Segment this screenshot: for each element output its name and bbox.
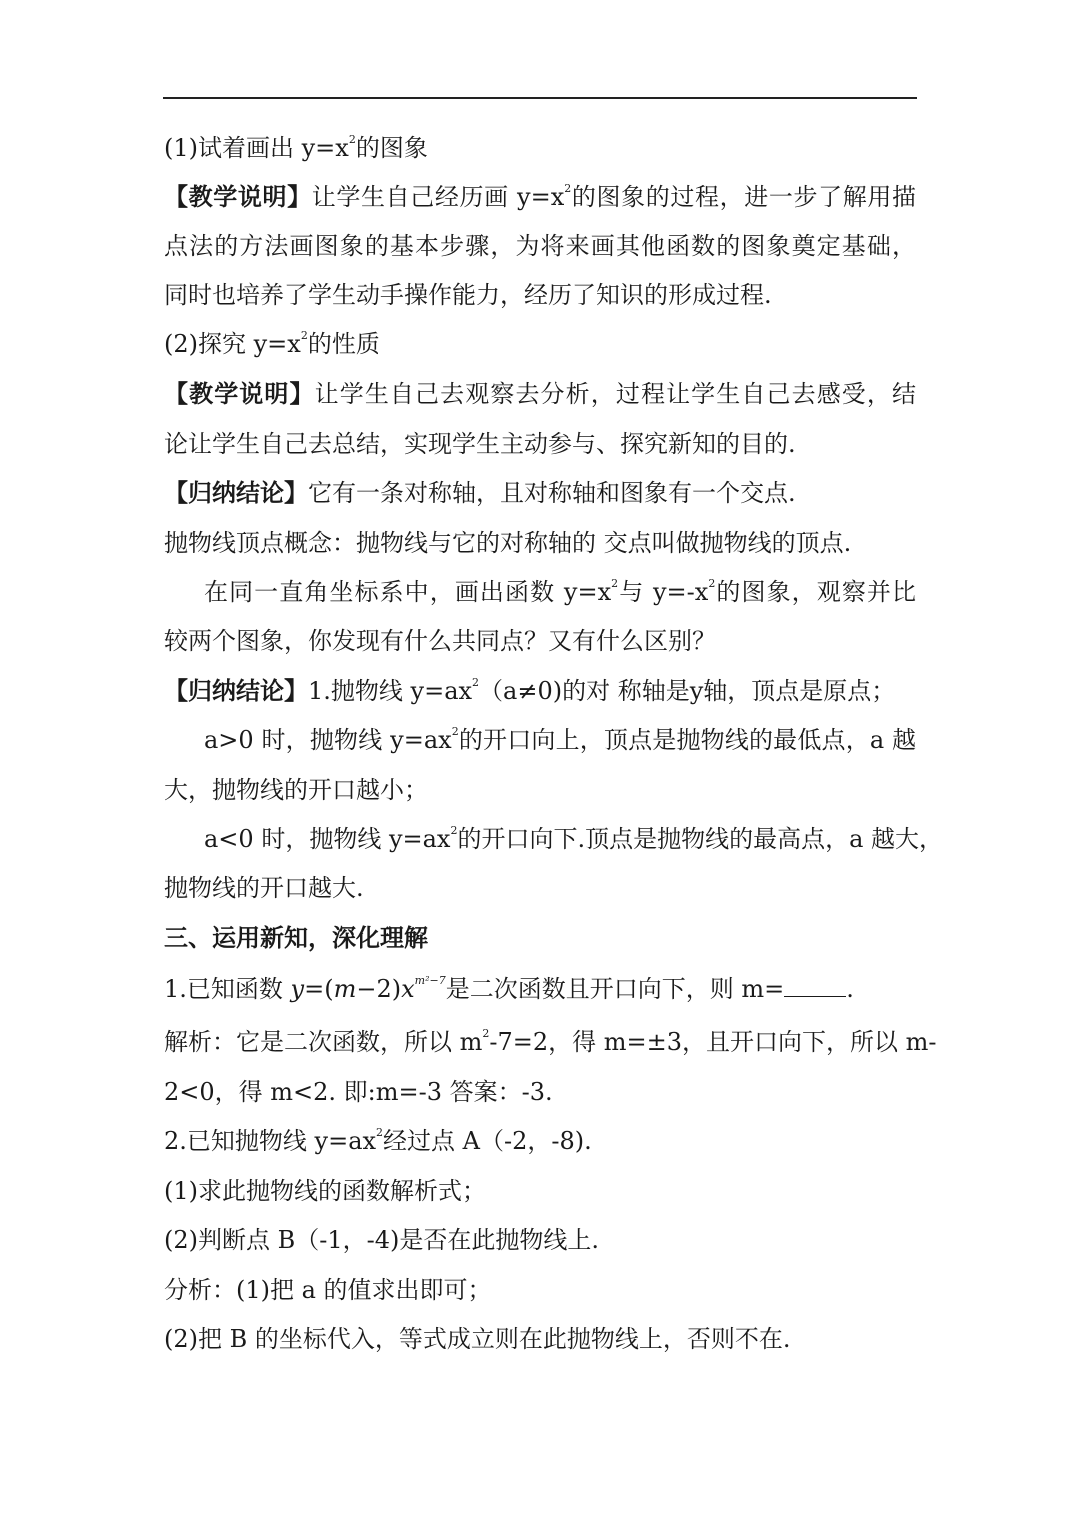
- text-line: [204, 823, 944, 855]
- text-run: 抛物线的开口越大.: [164, 874, 364, 902]
- text-line: [164, 132, 428, 164]
- text-run: 的图象: [355, 134, 428, 162]
- math-variable: y: [290, 975, 305, 1003]
- section-tag: 【教学说明】: [164, 182, 312, 211]
- text-run: 抛物线顶点概念：抛物线与它的对称轴的 交点叫做抛物线的顶点.: [164, 529, 852, 557]
- math-variable: x: [401, 975, 415, 1003]
- superscript: 2: [564, 182, 572, 195]
- text-line: [204, 724, 916, 756]
- text-run: (2)判断点 B（-1，-4)是否在此抛物线上.: [164, 1226, 600, 1254]
- text-line: [204, 576, 916, 608]
- text-line: [164, 527, 851, 559]
- text-run: 1.已知函数: [164, 975, 291, 1003]
- text-run: a>0 时，抛物线 y=ax: [204, 726, 452, 754]
- text-line: [164, 625, 716, 657]
- text-line: [164, 1076, 553, 1108]
- superscript: 2: [300, 329, 308, 342]
- text-run: 同时也培养了学生动手操作能力，经历了知识的形成过程.: [164, 281, 772, 309]
- text-line: [164, 279, 772, 311]
- text-run: 解析：它是二次函数，所以 m: [164, 1028, 483, 1056]
- text-run: 的图象，观察并比: [715, 578, 916, 606]
- section-tag: 【归纳结论】: [164, 478, 308, 507]
- text-line: [164, 1323, 791, 1355]
- text-line: [164, 872, 364, 904]
- text-run: (2)探究 y=x: [164, 330, 301, 358]
- section-heading: [164, 922, 428, 954]
- text-run: 2<0，得 m<2. 即:m=-3 答案：-3.: [164, 1078, 553, 1106]
- answer-blank: [784, 976, 846, 997]
- text-run: 与 y=-x: [618, 578, 709, 606]
- text-run: 三、运用新知，深化理解: [164, 923, 428, 952]
- superscript: 2: [376, 1126, 384, 1139]
- text-run: -7=2，得 m=±3，且开口向下，所以 m-: [489, 1028, 937, 1056]
- text-run: a<0 时，抛物线 y=ax: [204, 825, 451, 853]
- text-run: 的开口向上，顶点是抛物线的最低点，a 越: [458, 726, 916, 754]
- superscript: 2: [708, 577, 716, 590]
- text-run: 让学生自己经历画 y=x: [311, 183, 565, 211]
- section-tag: 【教学说明】: [164, 379, 315, 408]
- text-run: 点法的方法画图象的基本步骤，为将来画其他函数的图象奠定基础，: [164, 232, 916, 260]
- text-run: 论让学生自己去总结，实现学生主动参与、探究新知的目的.: [164, 430, 796, 458]
- text-run: 较两个图象，你发现有什么共同点？又有什么区别？: [164, 627, 716, 655]
- text-run: (1)试着画出 y=x: [164, 134, 349, 162]
- text-run: （a≠0)的对 称轴是y轴，顶点是原点；: [479, 677, 896, 705]
- text-line: [164, 1125, 592, 1157]
- text-line: [164, 1175, 486, 1207]
- math-variable: m: [333, 975, 357, 1003]
- superscript: 2: [482, 1027, 490, 1040]
- text-run: 它有一条对称轴，且对称轴和图象有一个交点.: [308, 479, 796, 507]
- text-line: [164, 774, 428, 806]
- text-run: 的性质: [307, 330, 380, 358]
- text-line: [164, 973, 854, 1005]
- superscript: 2: [450, 824, 458, 837]
- text-line: [164, 230, 916, 262]
- text-run: 的图象的过程，进一步了解用描: [571, 183, 916, 211]
- text-line: [164, 477, 796, 509]
- superscript: 2: [348, 133, 356, 146]
- text-line: [164, 428, 796, 460]
- text-line: [164, 1274, 492, 1306]
- text-line: [164, 181, 916, 213]
- text-line: [164, 328, 380, 360]
- exponent: m²−7: [414, 974, 446, 987]
- text-line: [164, 675, 895, 707]
- text-run: 的开口向下.顶点是抛物线的最高点，a 越大，: [457, 825, 944, 853]
- text-line: [164, 1224, 599, 1256]
- text-run: 1.抛物线 y=ax: [308, 677, 473, 705]
- text-run: 经过点 A（-2，-8).: [383, 1127, 592, 1155]
- math-symbol: −2): [356, 975, 402, 1003]
- text-line: [164, 378, 916, 410]
- text-run: 在同一直角坐标系中，画出函数 y=x: [204, 578, 612, 606]
- text-line: [164, 1026, 937, 1058]
- text-run: 分析：(1)把 a 的值求出即可；: [164, 1276, 492, 1304]
- section-tag: 【归纳结论】: [164, 676, 308, 705]
- text-run: .: [846, 975, 854, 1003]
- text-run: (1)求此抛物线的函数解析式；: [164, 1177, 486, 1205]
- text-run: 2.已知抛物线 y=ax: [164, 1127, 377, 1155]
- text-run: 是二次函数且开口向下，则 m=: [445, 975, 785, 1003]
- header-rule: [163, 97, 917, 99]
- text-run: 大，抛物线的开口越小；: [164, 776, 428, 804]
- superscript: 2: [611, 577, 619, 590]
- math-symbol: =(: [304, 975, 334, 1003]
- superscript: 2: [472, 676, 480, 689]
- text-run: 让学生自己去观察去分析，过程让学生自己去感受，结: [314, 380, 917, 408]
- text-run: (2)把 B 的坐标代入，等式成立则在此抛物线上，否则不在.: [164, 1325, 791, 1353]
- superscript: 2: [451, 725, 459, 738]
